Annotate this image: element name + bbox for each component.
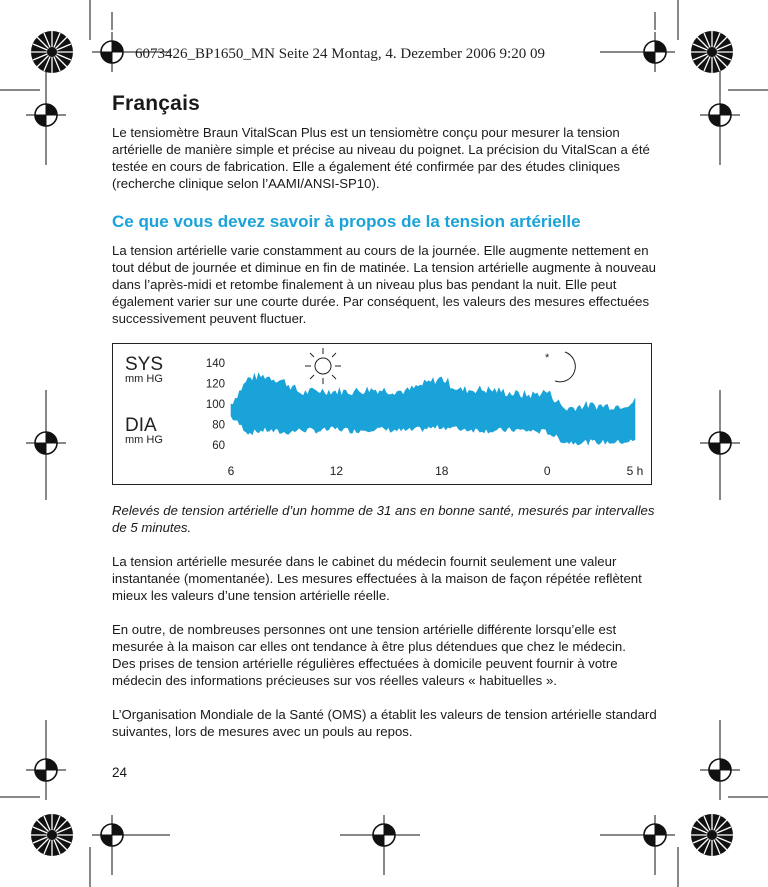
home-measure-paragraph: En outre, de nombreuses personnes ont une tension artérielle différente lorsqu’elle est mesurée à la maison car elles ont tendance à être plus détendues que chez le médecin. — [112, 622, 626, 654]
intro-paragraph: Le tensiomètre Braun VitalScan Plus est un tensiomètre conçu pour mesurer la tension artérielle de manière simple et précise au niveau du poignet. La précision du VitalScan a été testée en cours de fabrication. Elle a également été confirmée par des études cliniques (recherche clinique selon l’AAMI/ANSI-SP10). — [112, 125, 650, 191]
svg-text:*: * — [545, 352, 550, 364]
y-tick-label: 60 — [212, 439, 225, 452]
dia-label: DIA — [125, 415, 157, 436]
regular-measure-paragraph: Des prises de tension artérielle régulières effectuées à domicile peuvent fournir à votre médecin des informations précieuses sur vos réelles valeurs « habituelles ». — [112, 656, 618, 688]
x-tick-label: 5 h — [626, 464, 644, 478]
y-tick-label: 100 — [205, 399, 225, 411]
doctor-paragraph: La tension artérielle mesurée dans le cabinet du médecin fournit seulement une valeur instantanée (momentanée). Les mesures effectuées à la maison de façon répétée reflètent mieux les valeurs d’une tension artérielle réelle. — [112, 554, 642, 603]
chart-caption: Relevés de tension artérielle d’un homme de 31 ans en bonne santé, mesurés par intervalles de 5 minutes. — [112, 503, 655, 535]
x-tick-label: 12 — [329, 464, 344, 478]
blood-pressure-chart-svg — [113, 344, 651, 484]
variation-paragraph: La tension artérielle varie constamment au cours de la journée. Elle augmente nettement en tout début de journée et diminue en fin de matinée. La tension artérielle augmente à nouveau dans l’après-midi et retombe finalement à un niveau plus bas pendant la nuit. Elle peut également varier sur une courte durée. Par conséquent, les valeurs des mesures effectuées successivement peuvent fluctuer. — [112, 243, 656, 326]
page-title: Français — [112, 92, 200, 115]
page-number: 24 — [112, 765, 128, 780]
sys-label: SYS — [125, 354, 164, 375]
x-tick-label: 6 — [227, 464, 235, 478]
blood-pressure-band — [231, 373, 635, 445]
dia-unit-label: mm HG — [125, 434, 163, 446]
who-paragraph: L’Organisation Mondiale de la Santé (OMS) a établit les valeurs de tension artérielle standard suivantes, lors de mesures avec un pouls au repos. — [112, 707, 657, 739]
sun-icon — [305, 348, 341, 384]
x-tick-label: 18 — [435, 464, 449, 478]
print-info-header: 6073426_BP1650_MN Seite 24 Montag, 4. Dezember 2006 9:20 09 — [135, 46, 545, 62]
y-tick-label: 140 — [205, 358, 225, 371]
x-tick-label: 0 — [543, 464, 551, 478]
y-tick-label: 80 — [212, 419, 225, 432]
document-body — [112, 92, 657, 740]
moon-icon — [545, 352, 575, 382]
y-tick-label: 120 — [205, 378, 225, 391]
section-heading: Ce que vous devez savoir à propos de la tension artérielle — [112, 212, 581, 231]
sys-unit-label: mm HG — [125, 373, 163, 385]
blood-pressure-chart — [112, 343, 652, 485]
